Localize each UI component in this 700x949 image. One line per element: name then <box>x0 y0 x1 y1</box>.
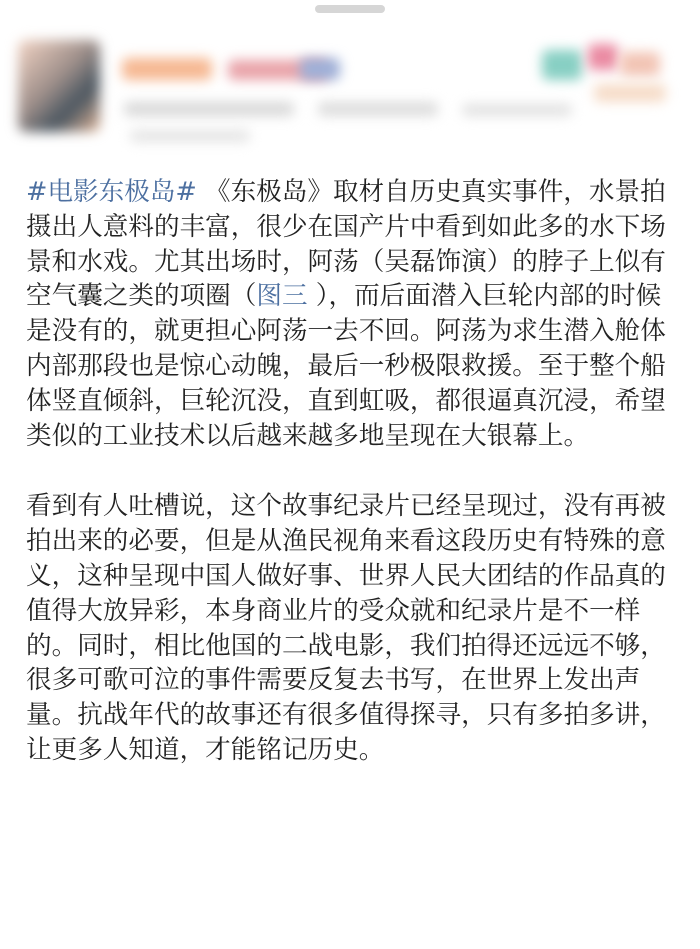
drag-handle[interactable] <box>315 5 385 13</box>
user-badge-blurred <box>300 58 340 80</box>
decoration-blurred <box>594 84 666 102</box>
post-paragraph-1 <box>26 175 678 453</box>
avatar[interactable] <box>18 40 100 132</box>
post-meta-blurred-part <box>318 102 438 116</box>
post-body <box>26 175 678 768</box>
post-meta-blurred-part <box>462 104 572 116</box>
post-meta-blurred-part <box>130 130 250 142</box>
post-meta-blurred <box>124 102 294 116</box>
username-blurred[interactable] <box>122 58 212 80</box>
follow-button-blurred[interactable] <box>542 50 582 80</box>
image-reference-link[interactable]: 图三 <box>256 281 308 312</box>
hashtag-link[interactable]: #电影东极岛# <box>26 177 197 207</box>
decoration-blurred <box>588 44 618 70</box>
post-text: 《东极岛》取材自历史真实事件，水景拍摄出人意料的丰富，很少在国产片中看到如此多的水下场景和水戏。尤其出场时，阿荡（吴磊饰演）的脖子上似有空气囊之类的项圈（ <box>26 177 666 312</box>
post-text: ），而后面潜入巨轮内部的时候是没有的，就更担心阿荡一去不回。阿荡为求生潜入舱体内部那段也是惊心动魄，最后一秒极限救援。至于整个船体竖直倾斜，巨轮沉没，直到虹吸，都很逼真沉浸，希望类似的工业技术以后越来越多地呈现在大银幕上。 <box>26 281 666 451</box>
post-header-blurred <box>0 22 700 172</box>
decoration-blurred <box>620 52 660 76</box>
post-paragraph-2: 看到有人吐槽说，这个故事纪录片已经呈现过，没有再被拍出来的必要，但是从渔民视角来看这段历史有特殊的意义，这种呈现中国人做好事、世界人民大团结的作品真的值得大放异彩，本身商业片的受众就和纪录片是不一样的。同时，相比他国的二战电影，我们拍得还远远不够，很多可歌可泣的事件需要反复去书写，在世界上发出声量。抗战年代的故事还有很多值得探寻，只有多拍多讲，让更多人知道，才能铭记历史。 <box>26 491 666 765</box>
